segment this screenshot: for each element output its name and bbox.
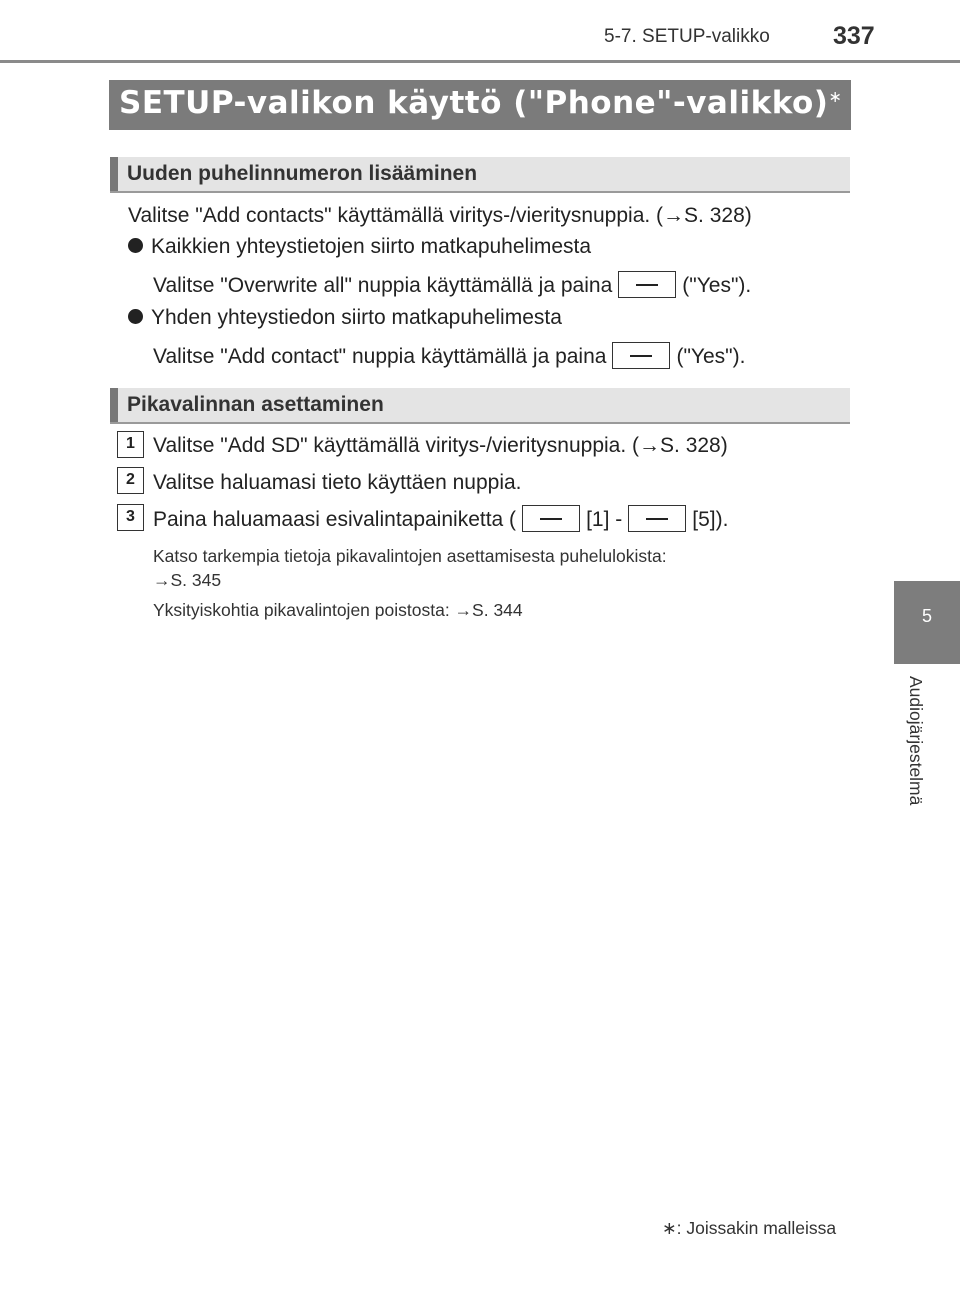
bullet-item xyxy=(128,306,562,330)
bullet-detail xyxy=(153,344,745,371)
note-reference: →S. 345 xyxy=(153,570,222,590)
dash-key-icon xyxy=(612,342,670,369)
section-heading-text: Uuden puhelinnumeron lisääminen xyxy=(127,162,478,185)
bullet-item xyxy=(128,235,591,259)
detail-text-end: ("Yes"). xyxy=(682,274,752,298)
note-text: Yksityiskohtia pikavalintojen poistosta: →S. 344 xyxy=(153,600,523,620)
step-text-end: [5]). xyxy=(692,508,729,532)
note-text: Katso tarkempia tietoja pikavalintojen asettamisesta puhelulokista: xyxy=(153,546,667,566)
page-number: 337 xyxy=(833,22,875,50)
detail-text-end: ("Yes"). xyxy=(676,345,746,369)
header-divider xyxy=(0,60,960,63)
step-text xyxy=(153,507,728,534)
bullet-detail xyxy=(153,273,751,300)
bullet-text: Kaikkien yhteystietojen siirto matkapuhelimesta xyxy=(151,235,592,258)
section-heading-new-number xyxy=(110,157,850,193)
step-text: Valitse "Add SD" käyttämällä viritys-/vieritysnuppia. (→S. 328) xyxy=(153,434,728,457)
section1-intro: Valitse "Add contacts" käyttämällä viritys-/vieritysnuppia. (→S. 328) xyxy=(128,204,752,227)
chapter-label: Audiojärjestelmä xyxy=(906,676,926,806)
dash-key-icon xyxy=(618,271,676,298)
dash-key-icon xyxy=(522,505,580,532)
step-number: 1 xyxy=(117,431,144,458)
section-header: 5-7. SETUP-valikko xyxy=(604,26,770,47)
step-text: Valitse haluamasi tieto käyttäen nuppia. xyxy=(153,471,522,494)
section-heading-text: Pikavalinnan asettaminen xyxy=(127,393,384,416)
bullet-text: Yhden yhteystiedon siirto matkapuhelimesta xyxy=(151,306,562,329)
step-number: 2 xyxy=(117,467,144,494)
step-number: 3 xyxy=(117,504,144,531)
section-heading-speed-dial xyxy=(110,388,850,424)
page-title-text: SETUP-valikon käyttö ("Phone"-valikko) xyxy=(119,85,829,121)
bullet-icon xyxy=(128,238,143,253)
asterisk-icon: ∗ xyxy=(828,87,843,106)
page-title xyxy=(119,85,842,121)
step-text-mid: [1] - xyxy=(586,508,623,532)
chapter-number: 5 xyxy=(921,606,932,626)
detail-text: Valitse "Overwrite all" nuppia käyttämällä ja paina xyxy=(153,274,613,298)
heading-accent xyxy=(110,157,118,191)
footnote: ∗: Joissakin malleissa xyxy=(662,1218,837,1238)
step-text-start: Paina haluamaasi esivalintapainiketta ( xyxy=(153,508,517,532)
dash-key-icon xyxy=(628,505,686,532)
bullet-icon xyxy=(128,309,143,324)
detail-text: Valitse "Add contact" nuppia käyttämällä ja paina xyxy=(153,345,607,369)
heading-accent xyxy=(110,388,118,422)
